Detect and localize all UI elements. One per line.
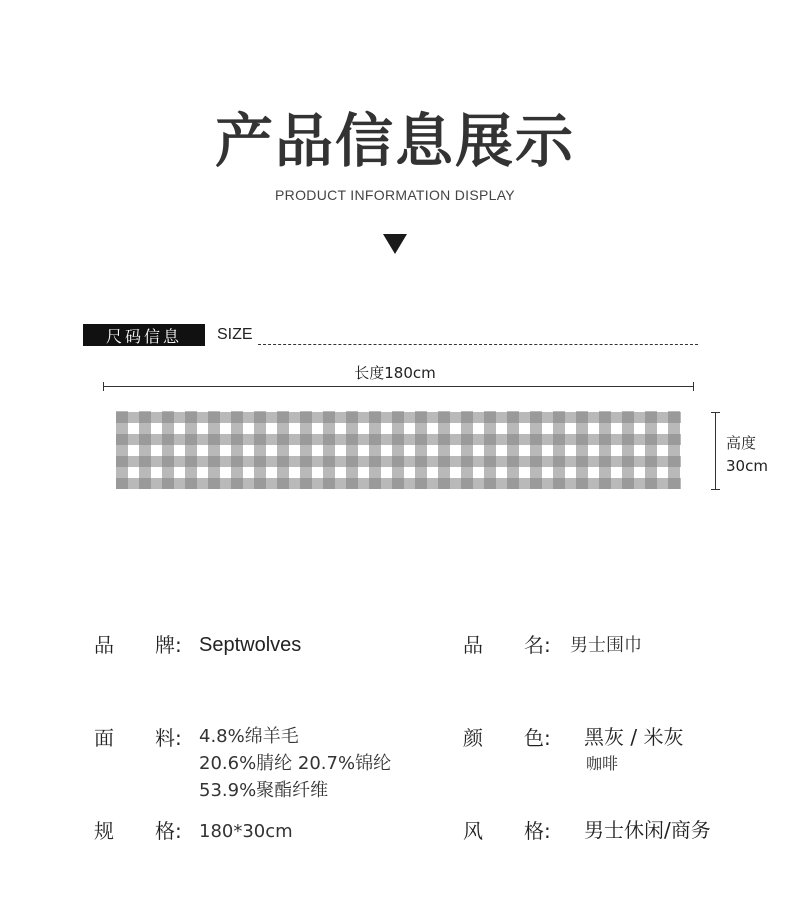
style-value: 男士休闲/商务 bbox=[584, 818, 711, 842]
material-line-3: 53.9%聚酯纤维 bbox=[199, 780, 329, 801]
height-tick-bottom bbox=[711, 489, 720, 490]
height-label bbox=[726, 432, 768, 478]
color-key-1: 颜 bbox=[463, 726, 483, 750]
height-tick-top bbox=[711, 412, 720, 413]
spec-value: 180*30cm bbox=[199, 821, 293, 842]
length-tick-left bbox=[103, 382, 104, 391]
material-line-1: 4.8%绵羊毛 bbox=[199, 726, 299, 747]
length-tick-right bbox=[693, 382, 694, 391]
size-section-label: SIZE bbox=[217, 326, 253, 343]
material-key-1: 面 bbox=[94, 726, 114, 750]
color-key-2: 色: bbox=[524, 726, 551, 750]
name-key-2: 名: bbox=[524, 633, 551, 657]
section-divider bbox=[258, 344, 698, 345]
length-label: 长度180cm bbox=[354, 364, 436, 382]
size-section-tag: 尺码信息 bbox=[83, 324, 205, 346]
spec-key-2: 格: bbox=[155, 819, 182, 843]
down-arrow-icon bbox=[383, 234, 407, 254]
brand-value: Septwolves bbox=[199, 634, 302, 656]
color-value-2: 咖啡 bbox=[586, 754, 619, 773]
scarf-illustration bbox=[116, 411, 681, 489]
style-key-1: 风 bbox=[463, 819, 483, 843]
page-title: 产品信息展示 bbox=[214, 107, 575, 175]
name-value: 男士围巾 bbox=[570, 635, 642, 656]
brand-key-1: 品 bbox=[94, 633, 114, 657]
height-dimension-line bbox=[715, 412, 716, 490]
color-value: 黑灰 / 米灰 bbox=[584, 725, 684, 749]
material-key-2: 料: bbox=[155, 726, 182, 750]
height-label-line1: 高度 bbox=[726, 434, 757, 452]
name-key-1: 品 bbox=[463, 633, 483, 657]
material-line-2: 20.6%腈纶 20.7%锦纶 bbox=[199, 753, 392, 774]
page-subtitle: PRODUCT INFORMATION DISPLAY bbox=[275, 187, 515, 203]
style-key-2: 格: bbox=[524, 819, 551, 843]
brand-key-2: 牌: bbox=[155, 633, 182, 657]
spec-key-1: 规 bbox=[94, 819, 114, 843]
height-label-line2: 30cm bbox=[726, 457, 768, 475]
length-dimension-line bbox=[103, 386, 694, 387]
